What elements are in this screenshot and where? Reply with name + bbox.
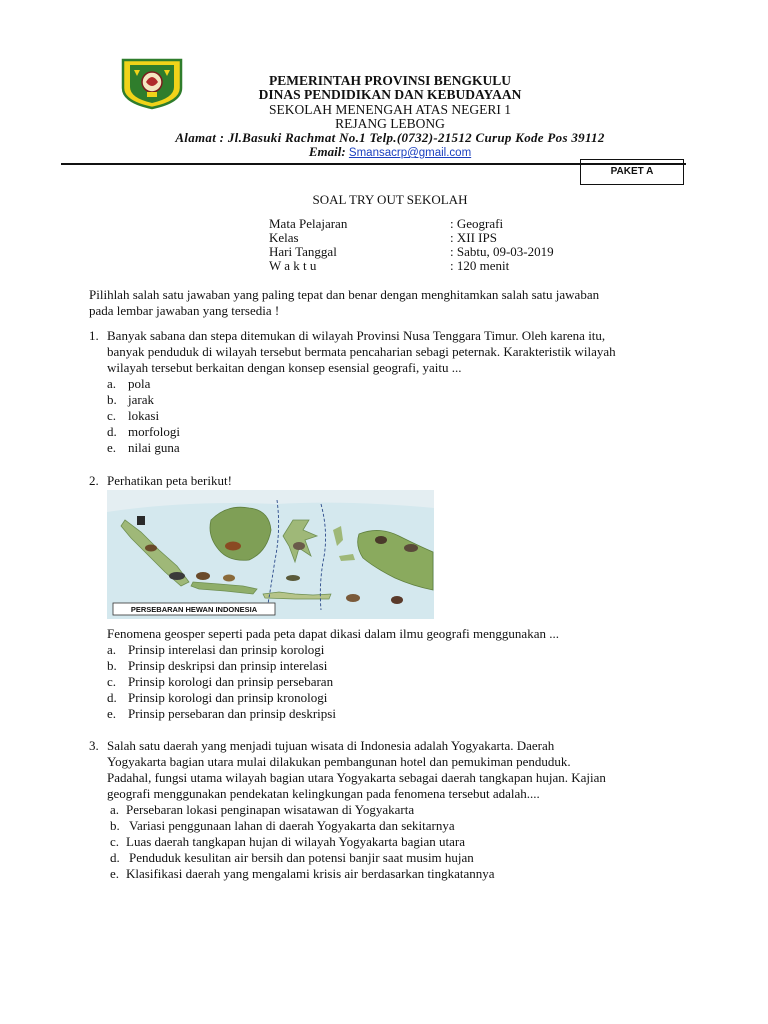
info-value: : Geografi: [450, 216, 504, 231]
option-letter: c.: [107, 674, 117, 689]
info-label: W a k t u: [269, 258, 317, 273]
question-stem: Fenomena geosper seperti pada peta dapat dikasi dalam ilmu geografi menggunakan ...: [107, 626, 559, 641]
option-letter: d.: [107, 690, 117, 705]
info-value: : XII IPS: [450, 230, 497, 245]
info-value: : 120 menit: [450, 258, 510, 273]
map-caption: PERSEBARAN HEWAN INDONESIA: [130, 605, 258, 614]
paket-box: PAKET A: [580, 159, 684, 185]
info-value: : Sabtu, 09-03-2019: [450, 244, 554, 259]
option-letter: a.: [110, 802, 120, 817]
option-text: pola: [128, 376, 151, 391]
option-text: Klasifikasi daerah yang mengalami krisis air berdasarkan tingkatannya: [126, 866, 495, 881]
question-text-line: banyak penduduk di wilayah tersebut bermata pencaharian sebagi peternak. Karakteristik wilayah: [107, 344, 616, 359]
letterhead-address: Alamat : Jl.Basuki Rachmat No.1 Telp.(0732)-21512 Curup Kode Pos 39112: [175, 130, 605, 145]
option-text: lokasi: [128, 408, 160, 423]
option-letter: d.: [110, 850, 120, 865]
question-prompt: Perhatikan peta berikut!: [107, 473, 232, 488]
question-number: 3.: [89, 738, 99, 753]
question-text-line: Salah satu daerah yang menjadi tujuan wisata di Indonesia adalah Yogyakarta. Daerah: [107, 738, 555, 753]
option-text: Prinsip interelasi dan prinsip korologi: [128, 642, 325, 657]
email-label: Email:: [308, 144, 346, 159]
letterhead-email-row: [190, 144, 590, 160]
question-text-line: wilayah tersebut berkaitan dengan konsep esensial geografi, yaitu ...: [107, 360, 462, 375]
option-text: Luas daerah tangkapan hujan di wilayah Yogyakarta bagian utara: [126, 834, 465, 849]
option-text: Prinsip korologi dan prinsip kronologi: [128, 690, 328, 705]
option-letter: d.: [107, 424, 117, 439]
exam-title: SOAL TRY OUT SEKOLAH: [312, 192, 468, 207]
option-letter: e.: [107, 440, 117, 455]
option-text: Variasi penggunaan lahan di daerah Yogyakarta dan sekitarnya: [129, 818, 455, 833]
indonesia-fauna-map: [107, 490, 434, 619]
instruction-line: Pilihlah salah satu jawaban yang paling tepat dan benar dengan menghitamkan salah satu jawaban: [89, 287, 600, 302]
option-letter: a.: [107, 376, 117, 391]
option-text: jarak: [128, 392, 154, 407]
question-number: 2.: [89, 473, 99, 488]
option-text: Prinsip deskripsi dan prinsip interelasi: [128, 658, 328, 673]
school-emblem-icon: [121, 58, 183, 110]
option-text: morfologi: [128, 424, 180, 439]
option-letter: b.: [107, 392, 117, 407]
info-label: Kelas: [269, 230, 299, 245]
option-letter: e.: [110, 866, 120, 881]
question-number: 1.: [89, 328, 99, 343]
letterhead-school: SEKOLAH MENENGAH ATAS NEGERI 1: [269, 102, 511, 117]
option-letter: c.: [110, 834, 120, 849]
info-label: Hari Tanggal: [269, 244, 337, 259]
question-text-line: Padahal, fungsi utama wilayah bagian utara Yogyakarta sebagai daerah tangkapan hujan. Kajian: [107, 770, 606, 785]
option-letter: b.: [107, 658, 117, 673]
option-text: Prinsip persebaran dan prinsip deskripsi: [128, 706, 336, 721]
email-link[interactable]: Smansacrp@gmail.com: [348, 147, 472, 159]
option-letter: b.: [110, 818, 120, 833]
option-text: Penduduk kesulitan air bersih dan potensi banjir saat musim hujan: [129, 850, 474, 865]
option-text: nilai guna: [128, 440, 180, 455]
option-letter: e.: [107, 706, 117, 721]
letterhead-department: DINAS PENDIDIKAN DAN KEBUDAYAAN: [258, 87, 522, 102]
question-text-line: Banyak sabana dan stepa ditemukan di wilayah Provinsi Nusa Tenggara Timur. Oleh karena itu,: [107, 328, 606, 343]
letterhead-city: REJANG LEBONG: [335, 116, 445, 131]
option-letter: c.: [107, 408, 117, 423]
question-text-line: geografi menggunakan pendekatan kelingkungan pada fenomena tersebut adalah....: [107, 786, 540, 801]
option-text: Persebaran lokasi penginapan wisatawan di Yogyakarta: [126, 802, 415, 817]
info-label: Mata Pelajaran: [269, 216, 348, 231]
instruction-line: pada lembar jawaban yang tersedia !: [89, 303, 280, 318]
letterhead-province: PEMERINTAH PROVINSI BENGKULU: [268, 73, 512, 88]
question-text-line: Yogyakarta bagian utara mulai dilakukan pembangunan hotel dan pemukiman penduduk.: [107, 754, 571, 769]
option-text: Prinsip korologi dan prinsip persebaran: [128, 674, 334, 689]
option-letter: a.: [107, 642, 117, 657]
